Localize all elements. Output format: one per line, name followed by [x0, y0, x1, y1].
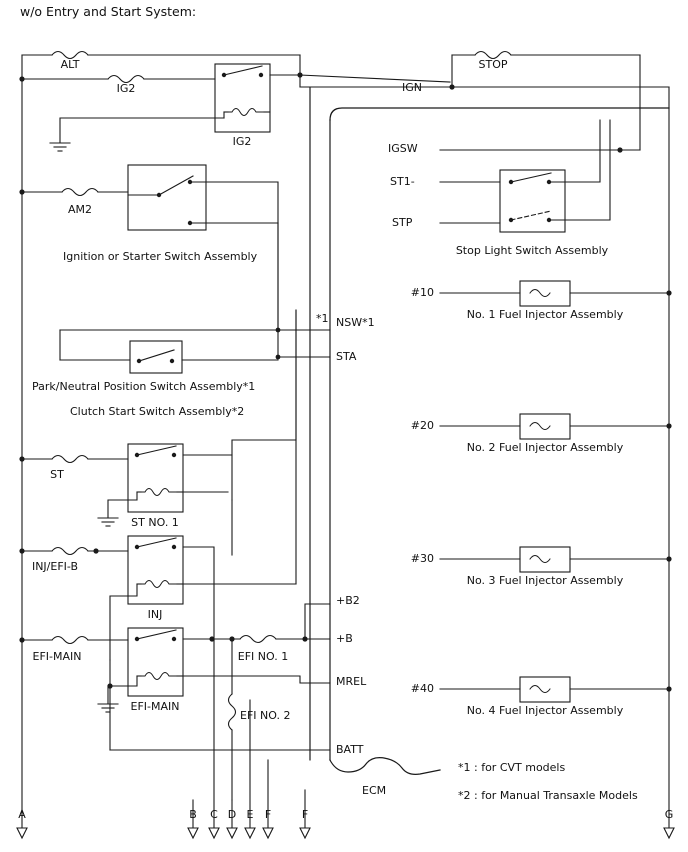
component-label-ignition-switch: Ignition or Starter Switch Assembly: [63, 250, 258, 263]
ecm-terminal-ign: IGN: [402, 81, 422, 94]
ecm-terminal-batt: BATT: [336, 743, 364, 756]
ecm-terminal-b: +B: [336, 632, 353, 645]
relay-label-efi-main: EFI-MAIN: [130, 700, 180, 713]
connector-f: F: [264, 808, 272, 821]
fuse-label-inj-efi-b: INJ/EFI-B: [31, 560, 79, 573]
fuse-label-efi-main: EFI-MAIN: [32, 650, 82, 663]
note-2: *2 : for Manual Transaxle Models: [458, 789, 638, 802]
relay-label-ig2: IG2: [232, 135, 252, 148]
component-label-stop-light-switch: Stop Light Switch Assembly: [455, 244, 609, 257]
connector-c: C: [210, 808, 218, 821]
fuse-label-alt: ALT: [60, 58, 80, 71]
marker-star1: *1: [316, 312, 329, 325]
relay-label-st-no1: ST NO. 1: [131, 516, 179, 529]
ecm-terminal-stp: STP: [392, 216, 413, 229]
ecm-terminal-10: #10: [410, 286, 434, 299]
connector-e: E: [246, 808, 254, 821]
fuse-label-am2: AM2: [67, 203, 93, 216]
fuse-label-efi-no1: EFI NO. 1: [237, 650, 289, 663]
ecm-terminal-20: #20: [410, 419, 434, 432]
ecm-label: ECM: [362, 784, 387, 797]
component-label-injector-2: No. 2 Fuel Injector Assembly: [466, 441, 624, 454]
page-title: w/o Entry and Start System:: [20, 4, 197, 19]
fuse-label-st: ST: [50, 468, 64, 481]
ecm-terminal-st1: ST1-: [390, 175, 415, 188]
fuse-label-ig2: IG2: [116, 82, 136, 95]
relay-label-inj: INJ: [147, 608, 163, 621]
ecm-terminal-nsw: NSW*1: [336, 316, 375, 329]
component-label-injector-3: No. 3 Fuel Injector Assembly: [466, 574, 624, 587]
component-label-injector-1: No. 1 Fuel Injector Assembly: [466, 308, 624, 321]
fuse-label-stop: STOP: [478, 58, 508, 71]
fuse-label-efi-no2: EFI NO. 2: [240, 709, 291, 722]
connector-a: A: [18, 808, 26, 821]
note-1: *1 : for CVT models: [458, 761, 566, 774]
ecm-terminal-mrel: MREL: [336, 675, 367, 688]
connector-d: D: [227, 808, 237, 821]
ecm-terminal-sta: STA: [336, 350, 357, 363]
ecm-terminal-b2: +B2: [336, 594, 360, 607]
connector-g: G: [664, 808, 674, 821]
connector-f2: F: [301, 808, 309, 821]
component-label-injector-4: No. 4 Fuel Injector Assembly: [466, 704, 624, 717]
component-label-clutch-start-switch: Clutch Start Switch Assembly*2: [70, 405, 245, 418]
component-label-pnp-switch: Park/Neutral Position Switch Assembly*1: [32, 380, 256, 393]
connector-b: B: [189, 808, 197, 821]
ecm-terminal-40: #40: [410, 682, 434, 695]
ecm-terminal-igsw: IGSW: [388, 142, 418, 155]
ecm-terminal-30: #30: [410, 552, 434, 565]
